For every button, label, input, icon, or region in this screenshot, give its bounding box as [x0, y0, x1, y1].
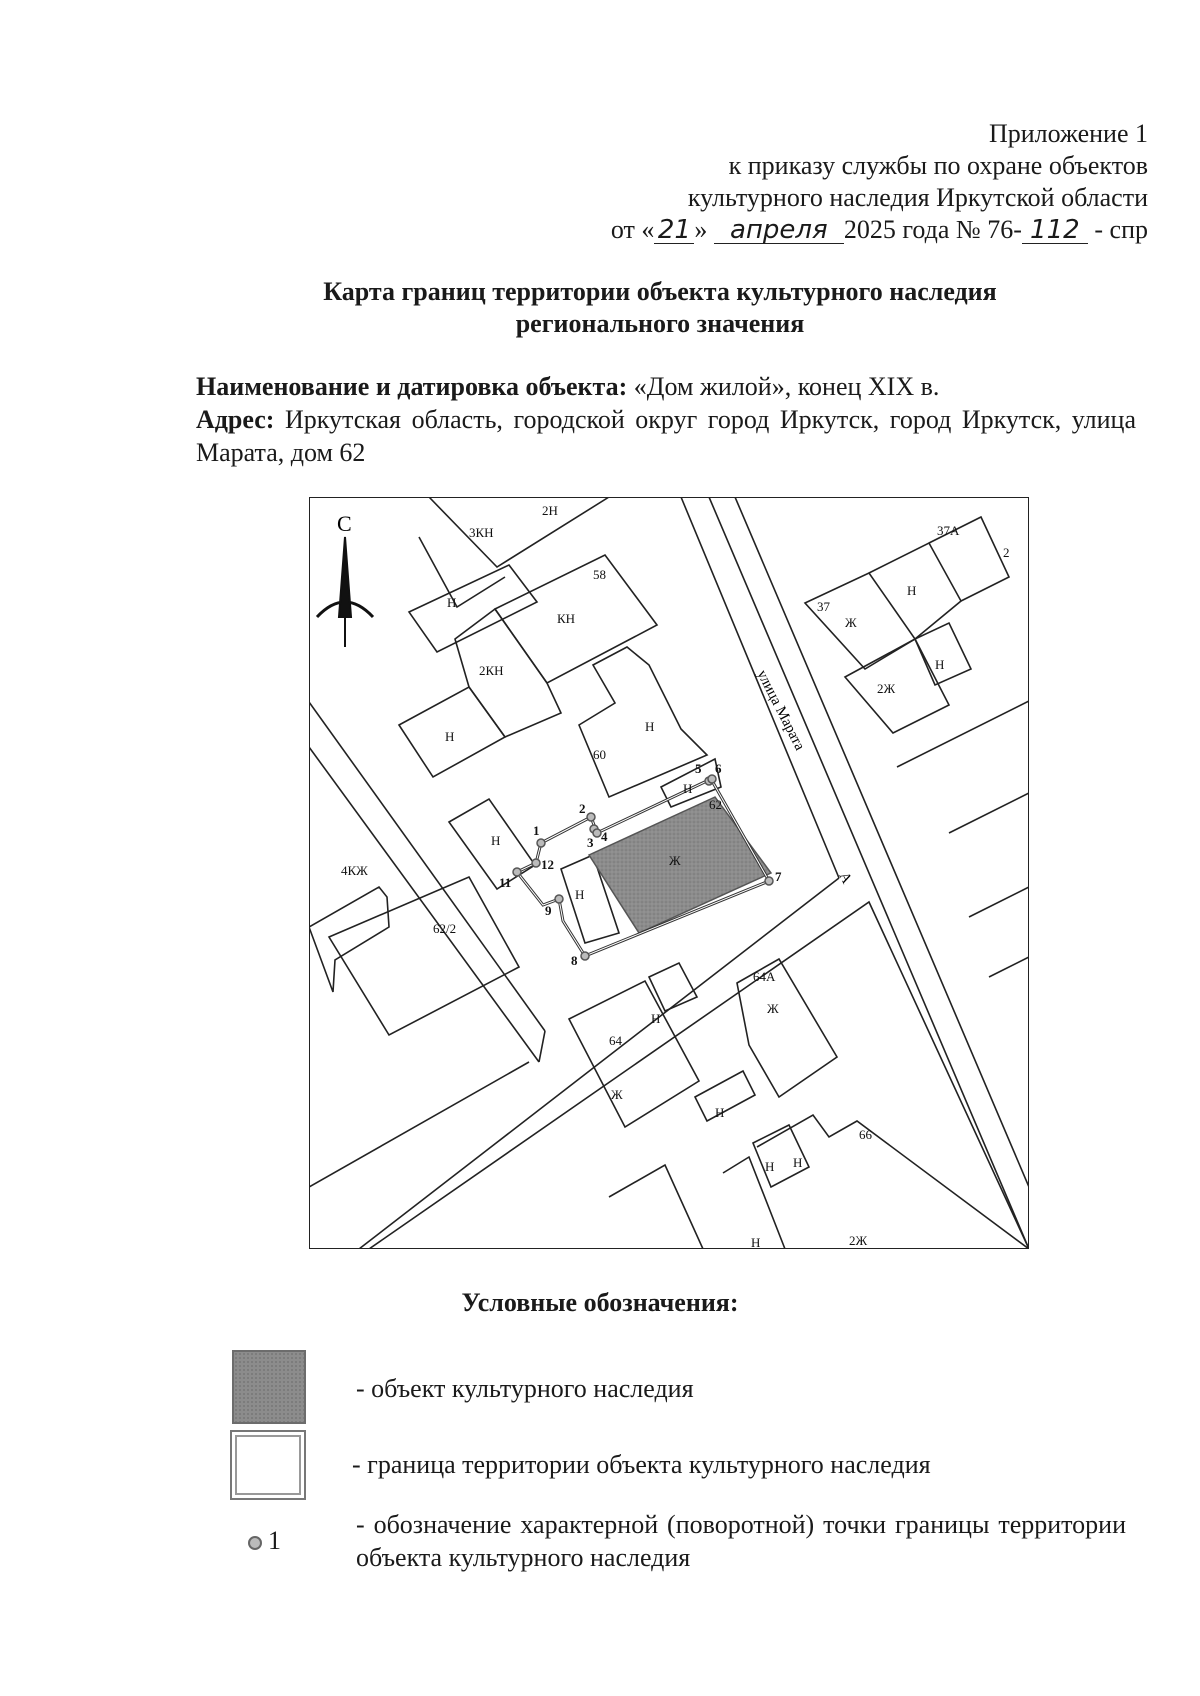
point-1-label: 1 — [533, 823, 540, 838]
label-zh37: Ж — [845, 615, 857, 630]
label-2-edge: 2 — [1003, 545, 1010, 560]
address-line — [196, 403, 1136, 469]
label-66: 66 — [859, 1127, 872, 1142]
label-n7: Н — [765, 1159, 775, 1174]
north-label: С — [337, 511, 352, 536]
point-7-label: 7 — [775, 869, 782, 884]
label-n9: Н — [751, 1235, 761, 1249]
street-name: улица Марата — [753, 667, 808, 754]
point-6-marker — [708, 775, 716, 783]
label-n37: Н — [907, 583, 917, 598]
order-date-line: от « 21 » апреля 2025 года № 76- 112 - спр — [610, 215, 1148, 245]
point-8-label: 8 — [571, 953, 578, 968]
appendix-title: Приложение 1 — [988, 119, 1148, 148]
address-label: Адрес: — [196, 405, 275, 434]
point-3-label: 3 — [587, 835, 594, 850]
label-zh64: Ж — [611, 1087, 623, 1102]
legend-boundary-text: - граница территории объекта культурного наследия — [352, 1450, 931, 1479]
object-name-value: «Дом жилой», конец XIX в. — [633, 372, 940, 401]
point-2-marker — [587, 813, 595, 821]
label-2zh-bottom: 2Ж — [849, 1233, 868, 1248]
point-2-label: 2 — [579, 801, 586, 816]
point-11-marker — [513, 868, 521, 876]
legend-point-symbol: 1 — [248, 1526, 281, 1556]
label-62-2: 62/2 — [433, 921, 457, 936]
label-n2: Н — [445, 729, 455, 744]
label-2kn: 2КН — [479, 663, 504, 678]
point-5-label: 5 — [695, 761, 702, 776]
address-value: Иркутская область, городской округ город Иркутск, город Иркутск, улица Марата, дом 62 — [196, 405, 1137, 467]
order-day: 21 — [654, 217, 694, 244]
legend-object-swatch — [232, 1350, 306, 1424]
point-marker-icon — [248, 1536, 262, 1550]
order-ref-line2: культурного наследия Иркутской области — [687, 183, 1148, 212]
boundary-map — [309, 497, 1029, 1249]
label-64a: 64А — [753, 969, 776, 984]
order-number: 112 — [1022, 217, 1088, 244]
label-zh: Ж — [669, 853, 681, 868]
label-3kn: 3КН — [469, 525, 494, 540]
road-letter: А — [835, 869, 855, 887]
label-62: 62 — [709, 797, 722, 812]
label-37a: 37А — [937, 523, 960, 538]
label-n37b: Н — [935, 657, 945, 672]
object-name-label: Наименование и датировка объекта: — [196, 372, 628, 401]
label-kn: КН — [557, 611, 576, 626]
document-title: Карта границ территории объекта культурного наследия регионального значения — [323, 277, 997, 338]
object-name-line — [196, 370, 1136, 403]
legend-title: Условные обозначения: — [461, 1288, 739, 1317]
point-8-marker — [581, 952, 589, 960]
point-6-label: 6 — [715, 761, 722, 776]
point-9-label: 9 — [545, 903, 552, 918]
label-n6: Н — [715, 1105, 725, 1120]
order-ref-line1: к приказу службы по охране объектов — [728, 151, 1148, 180]
label-4kzh: 4КЖ — [341, 863, 368, 878]
label-n3: Н — [645, 719, 655, 734]
point-7-marker — [765, 877, 773, 885]
legend-object-text: - объект культурного наследия — [356, 1374, 694, 1403]
label-n8: Н — [793, 1155, 803, 1170]
point-12-marker — [532, 859, 540, 867]
label-2n: 2Н — [542, 503, 558, 518]
point-4-label: 4 — [601, 829, 608, 844]
point-12-label: 12 — [541, 857, 554, 872]
point-11-label: 11 — [499, 875, 512, 890]
label-2zh: 2Ж — [877, 681, 896, 696]
label-37: 37 — [817, 599, 830, 614]
point-9-marker — [555, 895, 563, 903]
legend-point-text: - обозначение характерной (поворотной) точки границы территории объекта культурного наследия — [356, 1510, 1126, 1572]
label-n5: Н — [575, 887, 585, 902]
point-4-marker — [593, 829, 601, 837]
label-n62h: Н — [683, 781, 693, 796]
label-64: 64 — [609, 1033, 622, 1048]
appendix-header — [611, 118, 1148, 246]
legend-boundary-swatch — [230, 1430, 306, 1500]
label-zh64a: Ж — [767, 1001, 779, 1016]
label-60: 60 — [593, 747, 606, 762]
object-info — [196, 370, 1136, 469]
label-n4: Н — [491, 833, 501, 848]
point-1-marker — [537, 839, 545, 847]
label-n64: Н — [651, 1011, 661, 1026]
order-month: апреля — [714, 217, 844, 244]
label-n1: Н — [447, 595, 457, 610]
label-58: 58 — [593, 567, 606, 582]
